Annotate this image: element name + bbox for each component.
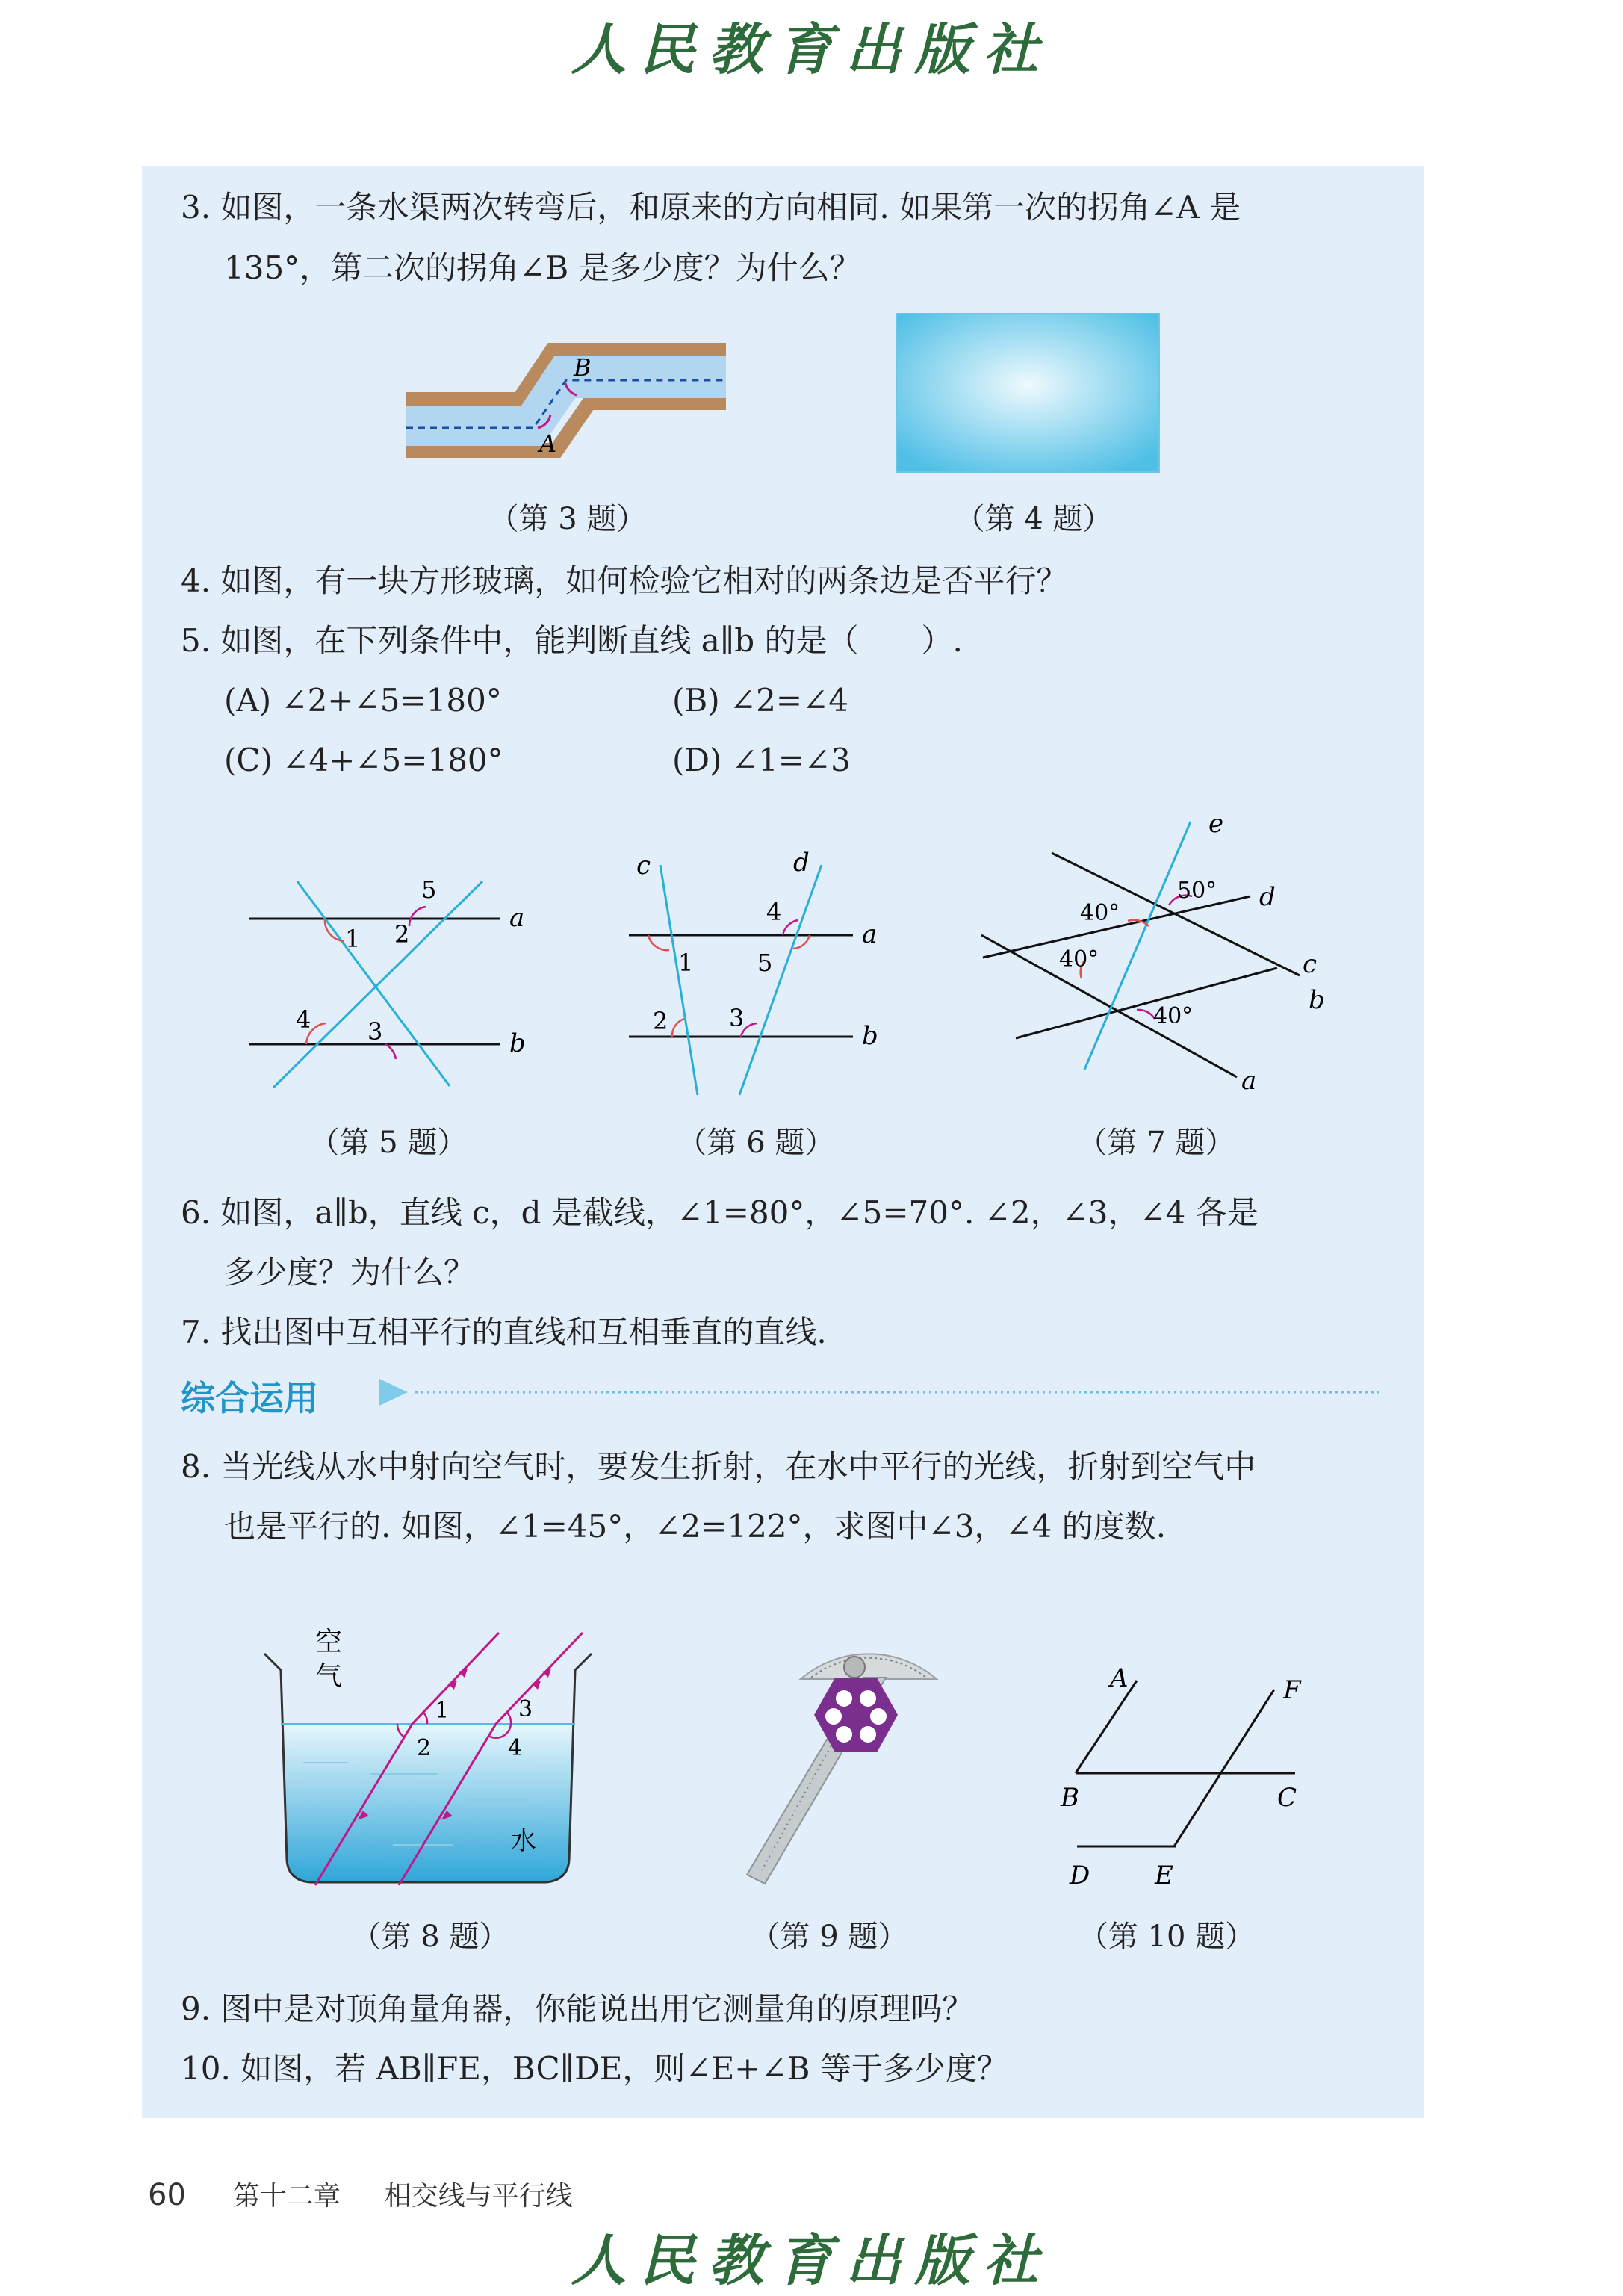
fig3-label-a: A [539,429,557,458]
fig6-label-3: 3 [729,1004,745,1032]
problem-8-text-line-2: 也是平行的. 如图，∠1=45°，∠2=122°，求图中∠3，∠4 的度数. [224,1508,1167,1545]
caption-figure-3: （第 3 题） [488,502,647,536]
problem-5-option-c: (C) ∠4+∠5=180° [224,742,503,778]
problem-6-text-line-1: 6. 如图，a∥b，直线 c，d 是截线，∠1=80°，∠5=70°. ∠2，∠3，∠4 各是 [181,1194,1259,1231]
page-footer [148,2175,573,2213]
fig10-label-a: A [1110,1663,1129,1693]
caption-figure-6: （第 6 题） [677,1126,835,1160]
fig6-label-2: 2 [653,1007,668,1035]
problem-3-text-line-2: 135°，第二次的拐角∠B 是多少度？为什么？ [224,249,861,286]
section-divider [378,1376,1386,1409]
fig5-label-5: 5 [421,875,437,904]
fig8-label-3: 3 [518,1696,533,1722]
caption-figure-4: （第 4 题） [955,502,1113,536]
fig7-angle-40-top: 40° [1080,900,1120,926]
problem-5-option-d: (D) ∠1=∠3 [672,742,851,778]
figure-8-beaker-refraction [258,1621,602,1897]
fig5-label-3: 3 [367,1017,383,1046]
fig5-label-1: 1 [345,925,361,953]
fig7-label-e: e [1208,809,1224,839]
fig7-angle-40-bottom: 40° [1153,1003,1194,1029]
figure-3-canal [396,340,739,485]
figure-7-lines-with-angles [971,807,1329,1105]
fig7-angle-50: 50° [1177,878,1217,904]
problem-5-option-a: (A) ∠2+∠5=180° [224,682,502,719]
caption-figure-10: （第 10 题） [1078,1920,1256,1954]
problem-7-text: 7. 找出图中互相平行的直线和互相垂直的直线. [181,1314,827,1350]
page-number: 60 [148,2178,186,2212]
fig6-label-b: b [862,1021,878,1051]
caption-figure-8: （第 8 题） [351,1920,509,1954]
caption-figure-7: （第 7 题） [1077,1126,1235,1160]
problem-5-option-b: (B) ∠2=∠4 [672,682,849,719]
chapter-title: 相交线与平行线 [384,2181,573,2212]
fig8-label-water: 水 [511,1826,536,1856]
chapter-label: 第十二章 [232,2181,341,2212]
problem-5-text: 5. 如图，在下列条件中，能判断直线 a∥b 的是（ ）. [181,622,963,659]
problem-8-text-line-1: 8. 当光线从水中射向空气时，要发生折射，在水中平行的光线，折射到空气中 [181,1448,1256,1485]
fig5-label-a: a [509,903,525,933]
caption-figure-5: （第 5 题） [309,1126,468,1160]
problem-3-text-line-1: 3. 如图，一条水渠两次转弯后，和原来的方向相同. 如果第一次的拐角∠A 是 [181,189,1241,226]
fig10-label-d: D [1070,1861,1090,1890]
fig7-label-b: b [1309,985,1325,1015]
fig5-label-2: 2 [394,920,410,949]
fig6-label-5: 5 [757,949,773,977]
fig7-label-a: a [1241,1066,1257,1096]
fig5-label-b: b [509,1028,526,1058]
fig6-label-d: d [793,848,810,878]
fig6-label-c: c [636,851,651,881]
fig6-label-1: 1 [678,949,694,977]
fig7-label-d: d [1259,882,1276,912]
publisher-logo-top: 人民教育出版社 [571,18,1052,82]
fig7-angle-40-left: 40° [1059,946,1099,972]
figure-6-parallel-lines-cut [620,844,896,1105]
problem-6-text-line-2: 多少度？为什么？ [224,1254,476,1291]
fig6-label-4: 4 [766,898,782,926]
fig3-label-b: B [574,353,592,382]
fig10-label-b: B [1061,1783,1079,1813]
problem-4-text: 4. 如图，有一块方形玻璃，如何检验它相对的两条边是否平行？ [181,562,1068,599]
figure-4-glass-pane [895,312,1161,474]
fig5-label-4: 4 [296,1005,311,1034]
publisher-logo-bottom: 人民教育出版社 [571,2229,1052,2293]
play-arrow-icon [379,1379,408,1406]
problem-10-text: 10. 如图，若 AB∥FE，BC∥DE，则∠E+∠B 等于多少度？ [181,2050,1008,2087]
fig10-label-c: C [1277,1783,1297,1813]
figure-10-parallel-segments [1046,1661,1329,1900]
fig7-label-c: c [1303,949,1318,979]
caption-figure-9: （第 9 题） [750,1920,908,1954]
figure-9-protractor-photo [717,1589,949,1888]
fig8-label-air-2: 气 [315,1661,343,1692]
fig8-label-1: 1 [435,1698,450,1724]
fig8-label-2: 2 [417,1735,432,1761]
fig6-label-a: a [862,919,878,949]
fig10-label-e: E [1155,1861,1173,1890]
figure-5-two-lines-two-transversals [239,859,538,1098]
problem-9-text: 9. 图中是对顶角量角器，你能说出用它测量角的原理吗？ [181,1991,974,2027]
fig8-label-4: 4 [508,1735,523,1761]
fig10-label-f: F [1283,1675,1301,1705]
fig8-label-air-1: 空 [315,1627,343,1657]
section-title-comprehensive: 综合运用 [181,1378,318,1418]
